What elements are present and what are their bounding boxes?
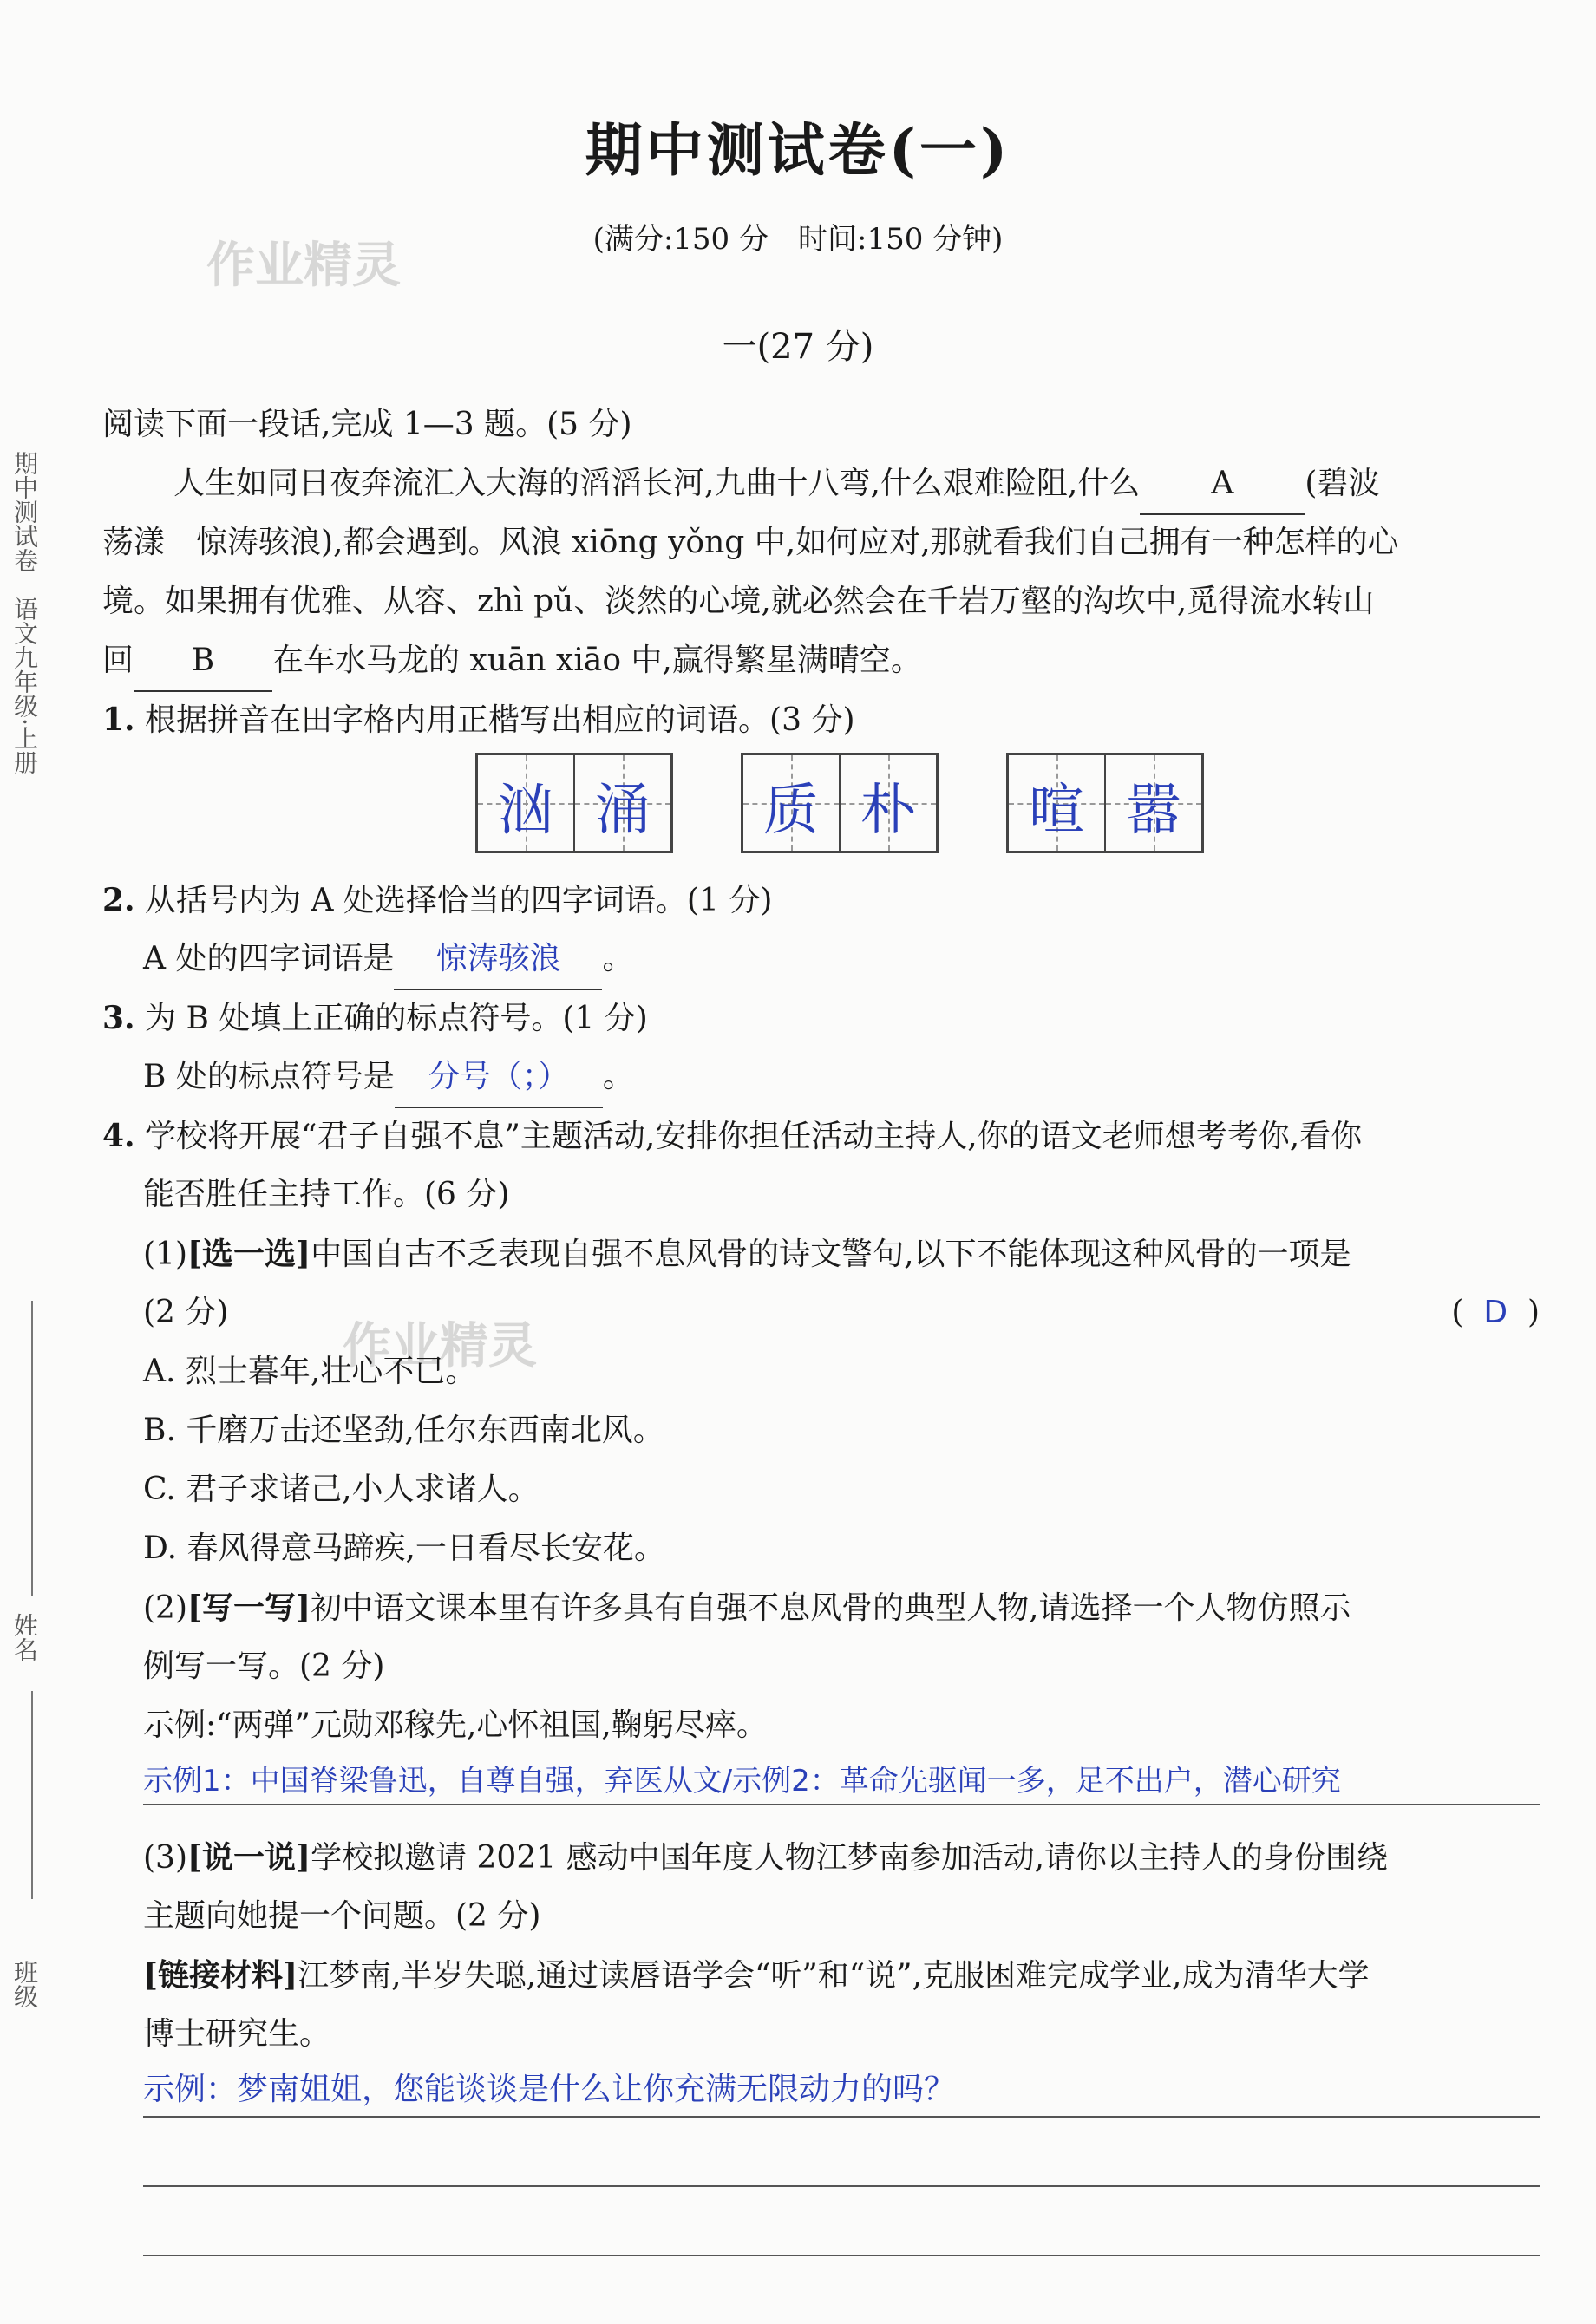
class-label: 班级 — [10, 1960, 39, 2008]
answer-text: 示例1：中国脊梁鲁迅，自尊自强，弃医从文/示例2：革命先驱闻一多，足不出户，潜心研究 — [143, 1764, 1341, 1798]
subquestion-1-line: (2 分) ( D ) — [143, 1283, 1540, 1342]
passage-line: 境。如果拥有优雅、从容、zhì pǔ、淡然的心境,就必然会在千岩万壑的沟坎中,觅得流水转山 — [102, 584, 1375, 619]
page-title: 期中测试卷(一) — [585, 116, 1011, 184]
passage-line: 人生如同日夜奔流汇入大海的滔滔长河,九曲十八弯,什么艰难险阻,什么 A (碧波 — [173, 454, 1544, 515]
subquestion-2-line: 例写一写。(2 分) — [143, 1648, 385, 1684]
tianzige-cell: 涌 — [573, 755, 670, 851]
question-2-answer-line: A 处的四字词语是 惊涛骇浪 。 — [143, 930, 1583, 990]
answer-line — [143, 2255, 1540, 2256]
answer-line — [143, 1804, 1540, 1805]
subquestion-3-line: 主题向她提一个问题。(2 分) — [143, 1898, 541, 1934]
option-a: A. 烈士暮年,壮心不已。 — [143, 1354, 477, 1389]
question-4: 4. 学校将开展“君子自强不息”主题活动,安排你担任活动主持人,你的语文老师想考考你,看你 — [102, 1118, 1363, 1154]
question-2: 2. 从括号内为 A 处选择恰当的四字词语。(1 分) — [102, 882, 773, 918]
blank-a: A — [1140, 454, 1305, 515]
tianzige-cell: 汹 — [478, 755, 573, 851]
tianzige-cell: 质 — [743, 755, 839, 851]
answer-line — [143, 2116, 1540, 2118]
tianzige-word — [1006, 753, 1204, 853]
blank-b: B — [134, 631, 272, 692]
question-4-line: 能否胜任主持工作。(6 分) — [143, 1177, 510, 1212]
tianzige-cell: 嚣 — [1104, 755, 1201, 851]
page-subtitle: (满分:150 分 时间:150 分钟) — [592, 222, 1004, 257]
section-heading: 一(27 分) — [722, 327, 874, 367]
answer-a: 惊涛骇浪 — [394, 930, 602, 990]
subquestion-2: (2)[写一写]初中语文课本里有许多具有自强不息风骨的典型人物,请选择一个人物仿照示 — [143, 1590, 1351, 1626]
subquestion-1: (1)[选一选]中国自古不乏表现自强不息风骨的诗文警句,以下不能体现这种风骨的一项是 — [143, 1236, 1351, 1272]
watermark: 作业精灵 — [206, 238, 401, 294]
watermark: 作业精灵 — [343, 1318, 537, 1374]
answer-b: 分号（；） — [395, 1048, 603, 1108]
tianzige-word — [475, 753, 673, 853]
binding-line — [31, 1691, 33, 1899]
answer-paren: ( D ) — [1451, 1295, 1540, 1330]
example-text: 示例:“两弹”元勋邓稼先,心怀祖国,鞠躬尽瘁。 — [143, 1707, 768, 1743]
question-3: 3. 为 B 处填上正确的标点符号。(1 分) — [102, 1000, 648, 1036]
linked-material-line: 博士研究生。 — [143, 2016, 331, 2052]
option-c: C. 君子求诸己,小人求诸人。 — [143, 1472, 540, 1507]
tianzige-cell: 朴 — [839, 755, 936, 851]
question-1: 1. 根据拼音在田字格内用正楷写出相应的词语。(3 分) — [102, 702, 855, 738]
option-b: B. 千磨万击还坚劲,任尔东西南北风。 — [143, 1413, 664, 1448]
linked-material: [链接材料]江梦南,半岁失聪,通过读唇语学会“听”和“说”,克服困难完成学业,成为清华大学 — [143, 1957, 1370, 1994]
answer-choice: D — [1483, 1295, 1508, 1330]
option-d: D. 春风得意马蹄疾,一日看尽长安花。 — [143, 1531, 665, 1566]
reading-instruction: 阅读下面一段话,完成 1—3 题。(5 分) — [102, 407, 632, 442]
answer-line — [143, 2185, 1540, 2187]
binding-line — [31, 1301, 33, 1596]
answer-text: 示例：梦南姐姐，您能谈谈是什么让你充满无限动力的吗？ — [143, 2072, 956, 2107]
name-label: 姓名 — [10, 1613, 39, 1661]
passage-line: 荡漾 惊涛骇浪),都会遇到。风浪 xiōng yǒng 中,如何应对,那就看我们自己拥有一种怎样的心 — [102, 525, 1399, 560]
binding-margin-text: 期中测试卷 语文九年级·上册 — [10, 451, 39, 774]
tianzige-cell: 喧 — [1009, 755, 1104, 851]
question-3-answer-line: B 处的标点符号是 分号（；） 。 — [143, 1048, 1583, 1108]
tianzige-word — [741, 753, 939, 853]
passage-line: 回 B 在车水马龙的 xuān xiāo 中,赢得繁星满晴空。 — [102, 631, 1542, 692]
subquestion-3: (3)[说一说]学校拟邀请 2021 感动中国年度人物江梦南参加活动,请你以主持人的身份围绕 — [143, 1839, 1389, 1876]
tianzige-grid — [475, 753, 1204, 853]
